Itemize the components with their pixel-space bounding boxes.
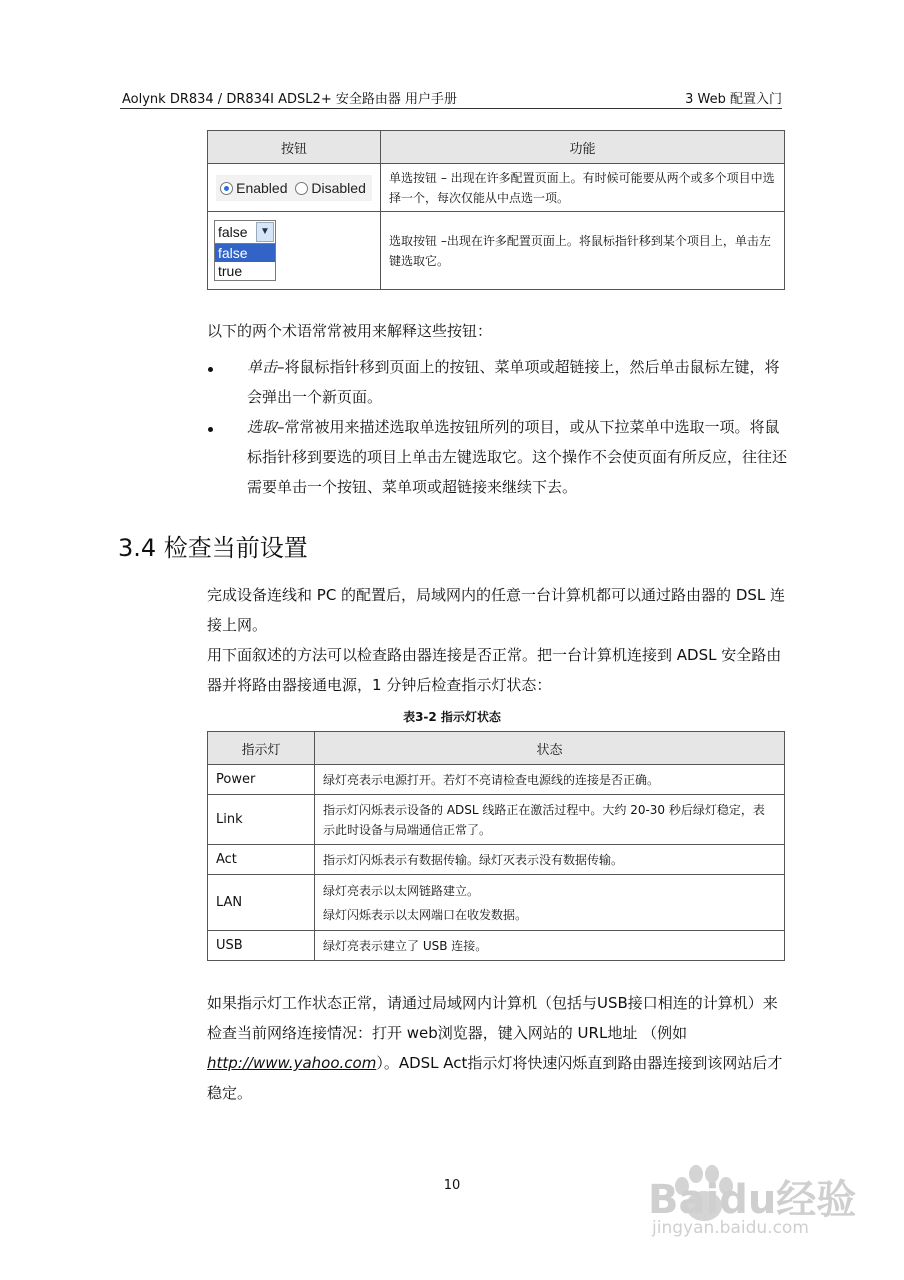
- paragraph-3-text: 如果指示灯工作状态正常，请通过局域网内计算机（包括与USB接口相连的计算机）来检查当前网络连接情况：打开 web浏览器，键入网站的 URL地址 （例如: [207, 994, 778, 1042]
- running-header-right: 3 Web 配置入门: [685, 92, 782, 107]
- watermark-url: jingyan.baidu.com: [652, 1218, 809, 1238]
- terms-intro: 以下的两个术语常常被用来解释这些按钮：: [207, 322, 493, 340]
- indicator-name: LAN: [208, 875, 315, 931]
- table-row: [208, 931, 785, 961]
- term-item-select: [247, 412, 787, 502]
- radio-disabled-icon[interactable]: [295, 182, 308, 195]
- header-divider: [120, 108, 782, 109]
- indicator-status-table: [207, 731, 785, 961]
- radio-enabled-label: Enabled: [236, 179, 288, 196]
- indicator-status: [315, 875, 785, 931]
- paragraph-2: 用下面叙述的方法可以检查路由器连接是否正常。把一台计算机连接到 ADSL 安全路由器并将路由器接通电源，1 分钟后检查指示灯状态：: [207, 646, 782, 694]
- col-header-function: 功能: [381, 131, 785, 164]
- select-description: 选取按钮 –出现在许多配置页面上。将鼠标指针移到某个项目上，单击左键选取它。: [381, 212, 785, 290]
- running-header-left: Aolynk DR834 / DR834I ADSL2+ 安全路由器 用户手册: [122, 92, 457, 107]
- table-row: [208, 875, 785, 931]
- paragraph-3-tail: ）。ADSL Act指示灯将快速闪烁直到路由器连接到该网站后才稳定。: [207, 1054, 783, 1102]
- select-current-value: false: [218, 224, 248, 240]
- indicator-name: Link: [208, 795, 315, 845]
- radio-button-demo: [216, 175, 372, 201]
- button-function-table: [207, 130, 785, 290]
- select-option-true[interactable]: true: [218, 263, 243, 279]
- section-title: 3.4 检查当前设置: [118, 534, 308, 562]
- indicator-status: 指示灯闪烁表示有数据传输。绿灯灭表示没有数据传输。: [315, 845, 785, 875]
- indicator-status: 绿灯亮表示电源打开。若灯不亮请检查电源线的连接是否正确。: [315, 765, 785, 795]
- radio-description: 单选按钮 – 出现在许多配置页面上。有时候可能要从两个或多个项目中选择一个，每次仅能从中点选一项。: [381, 164, 785, 212]
- term-name: 选取: [247, 418, 278, 436]
- bullet-icon: [208, 427, 213, 432]
- indicator-status: 指示灯闪烁表示设备的 ADSL 线路正在激活过程中。大约 20-30 秒后绿灯稳定，表示此时设备与局端通信正常了。: [315, 795, 785, 845]
- col-header-indicator: 指示灯: [208, 732, 315, 765]
- table-row: [208, 845, 785, 875]
- term-name: 单击: [247, 358, 278, 376]
- status-line: 绿灯闪烁表示以太网端口在收发数据。: [323, 907, 528, 922]
- select-option-false[interactable]: false: [215, 244, 275, 262]
- page-number: 10: [443, 1178, 461, 1193]
- radio-disabled-label: Disabled: [311, 179, 366, 196]
- term-desc: –将鼠标指针移到页面上的按钮、菜单项或超链接上，然后单击鼠标左键，将会弹出一个新页面。: [247, 358, 780, 406]
- radio-enabled-icon[interactable]: [220, 182, 233, 195]
- chevron-down-icon[interactable]: ▼: [256, 222, 274, 242]
- status-line: 绿灯亮表示以太网链路建立。: [323, 883, 480, 898]
- term-item-click: [247, 352, 787, 412]
- indicator-name: Power: [208, 765, 315, 795]
- paragraph-3: [207, 988, 787, 1108]
- col-header-status: 状态: [315, 732, 785, 765]
- select-current[interactable]: [214, 220, 276, 244]
- radio-demo-cell: [208, 164, 381, 212]
- select-options-list: [214, 244, 276, 281]
- table-caption: 表3-2 指示灯状态: [403, 710, 501, 724]
- table-row: [208, 795, 785, 845]
- watermark-brand: Baidu经验: [648, 1177, 857, 1223]
- table-row: [208, 765, 785, 795]
- indicator-name: Act: [208, 845, 315, 875]
- example-url-link[interactable]: http://www.yahoo.com: [207, 1054, 377, 1072]
- bullet-icon: [208, 367, 213, 372]
- select-demo-cell: [208, 212, 381, 290]
- col-header-button: 按钮: [208, 131, 381, 164]
- select-dropdown-demo[interactable]: [214, 220, 276, 281]
- indicator-status: 绿灯亮表示建立了 USB 连接。: [315, 931, 785, 961]
- term-desc: –常常被用来描述选取单选按钮所列的项目，或从下拉菜单中选取一项。将鼠标指针移到要选的项目上单击左键选取它。这个操作不会使页面有所反应，往往还需要单击一个按钮、菜单项或超链接来继续下去。: [247, 418, 788, 496]
- paragraph-1: 完成设备连线和 PC 的配置后，局域网内的任意一台计算机都可以通过路由器的 DSL 连接上网。: [207, 586, 786, 634]
- indicator-name: USB: [208, 931, 315, 961]
